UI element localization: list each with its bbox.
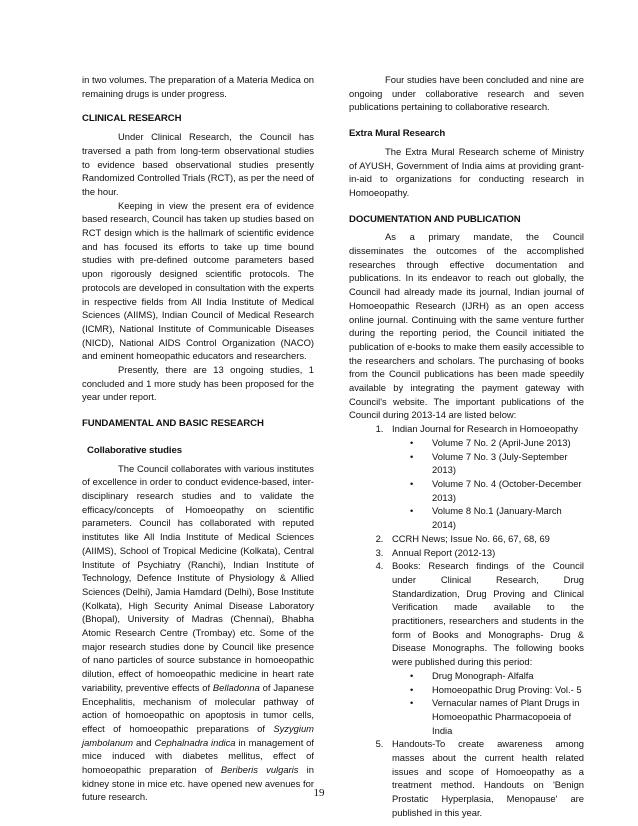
list-item: • Vernacular names of Plant Drugs in Homoeopathic Pharmacopoeia of India [420, 696, 584, 737]
publication-item-4-text: Books: Research findings of the Council under Clinical Research, Drug Standardization, Drug Proving and Clinical Verification made available to the practitioners, researchers and students in the form of Books and Monographs- Drug & Disease Monographs. The following books were published during this period: [392, 560, 584, 668]
collaborative-studies-heading: Collaborative studies [87, 444, 182, 456]
collab-text-and: and [133, 736, 155, 748]
collab-text-1: The Council collaborates with various institutes of excellence in order to conduct evidence-based, inter-disciplinary research studies and to validate the efficacy/concepts of Homoeopathy on scientific parameters. Council has collaborated with reputed institutes like All India Institute of Medical Sciences (AIIMS), School of Tropical Medicine (Kolkata), Central Institute of Psychiatry (Ranchi), Indian Institute of Technology, Defence Institute of Physiology & Allied Sciences (Delhi), Jamia Hamdard (Delhi), Bose Institute (Kolkata), High Security Animal Disease Laboratory (Bhopal), University of Madras (Chennai), Bhabha Atomic Research Centre (Trombay) etc. Some of the major research studies done by Council like presence of nano particles of source substance in homoeopathic dilution, effect of homoeopathic medicine in heart rate variability, preventive effects of [82, 462, 314, 693]
collab-italic-cephalnadra: Cephalnadra indica [154, 736, 236, 748]
right-column [349, 73, 584, 820]
extra-mural-heading: Extra Mural Research [349, 128, 446, 140]
clinical-paragraph-3: Presently, there are 13 ongoing studies, 1 concluded and 1 more study has been proposed for the year under report. [82, 364, 314, 403]
publication-item-4 [386, 559, 584, 737]
collab-text-4: in kidney stone in mice etc. have opened new avenues for future research. [82, 764, 314, 803]
collab-italic-belladonna: Belladonna [212, 681, 260, 693]
list-item: • Volume 8 No.1 (January-March 2014) [420, 504, 584, 531]
list-item: • Homoeopathic Drug Proving: Vol.- 5 [420, 683, 584, 697]
publication-item-5 [386, 737, 584, 819]
documentation-heading: DOCUMENTATION AND PUBLICATION [349, 213, 521, 225]
publication-item-1 [386, 422, 584, 532]
collab-text-3: in management of mice induced with diabetes mellitus, effect of homoeopathic preparation of [82, 736, 314, 776]
documentation-paragraph: As a primary mandate, the Council disseminates the outcomes of the accomplished researches through effective documentation and publications. In its endeavor to reach out globally, the Council had already made its journal, Indian journal of Homoeopathic Research (IJRH) as an open access online journal. Continuing with the same venture further during the reporting period, the Council initiated the publication of e-books to make them easily accessible to the researchers and scholars. The purchasing of books from the Council publications has been made speedily available by integrating the payment gateway with Council's website. The important publications of the Council during 2013-14 are listed below: [349, 231, 584, 421]
studies-paragraph: Four studies have been concluded and nine are ongoing under collaborative research and seven publications pertaining to collaborative research. [349, 74, 584, 113]
publication-item-2 [386, 532, 584, 546]
publication-item-1-text: Indian Journal for Research in Homoeopathy [392, 423, 579, 435]
collaborative-paragraph [82, 462, 314, 805]
clinical-paragraph-2: Keeping in view the present era of evidence based research, Council has taken up studies based on RCT design which is the hallmark of scientific evidence and has focused its efforts to take up time bound studies with pre-defined outcome parameters based upon rigorously designed scientific protocols. The protocols are developed in consultation with the experts in respective fields from All India Institute of Medical Sciences (AIIMS), Indian Council of Medical Research (ICMR), National Institute of Communicable Diseases (NICD), National AIDS Control Organization (NACO) and eminent homeopathic educators and researchers. [82, 199, 314, 362]
publication-item-3 [386, 546, 584, 560]
list-item: • Volume 7 No. 4 (October-December 2013) [420, 477, 584, 504]
list-item: • Drug Monograph- Alfalfa [420, 669, 584, 683]
list-item: • Volume 7 No. 2 (April-June 2013) [420, 436, 584, 450]
fundamental-research-heading: FUNDAMENTAL AND BASIC RESEARCH [82, 418, 264, 430]
publication-item-2-text: CCRH News; Issue No. 66, 67, 68, 69 [392, 532, 550, 544]
extra-mural-paragraph: The Extra Mural Research scheme of Ministry of AYUSH, Government of India aims at providing grant-in-aid to organizations for conducting research in Homoeopathy. [349, 145, 584, 198]
left-column [82, 73, 314, 804]
books-list [392, 669, 584, 738]
publication-item-3-text: Annual Report (2012-13) [392, 546, 496, 558]
collab-text-2: of Japanese Encephalitis, mechanism of molecular pathway of action of homoeopathic on apoptosis in tumor cells, effect of homoeopathic preparations of [82, 681, 315, 734]
publication-item-5-text: Handouts-To create awareness among masses about the current health related issues and scope of Homoeopathy as a treatment method. Handouts on 'Benign Prostatic Hyperplasia, Menopause' are published in this year. [392, 738, 584, 818]
collab-italic-syzygium: Syzygium jambolanum [82, 722, 314, 748]
list-item: • Volume 7 No. 3 (July-September 2013) [420, 450, 584, 477]
intro-paragraph: in two volumes. The preparation of a Materia Medica on remaining drugs is under progress. [82, 74, 314, 99]
journal-volumes-list [392, 436, 584, 532]
collab-italic-beriberis: Beriberis vulgaris [220, 764, 299, 776]
page-number: 19 [313, 787, 325, 799]
publications-list [349, 422, 584, 819]
clinical-research-heading: CLINICAL RESEARCH [82, 113, 182, 125]
clinical-paragraph-1: Under Clinical Research, the Council has traversed a path from long-term observational studies to evidence based observational studies presently Randomized Controlled Trials (RCT), as per the need of the hour. [82, 131, 314, 197]
